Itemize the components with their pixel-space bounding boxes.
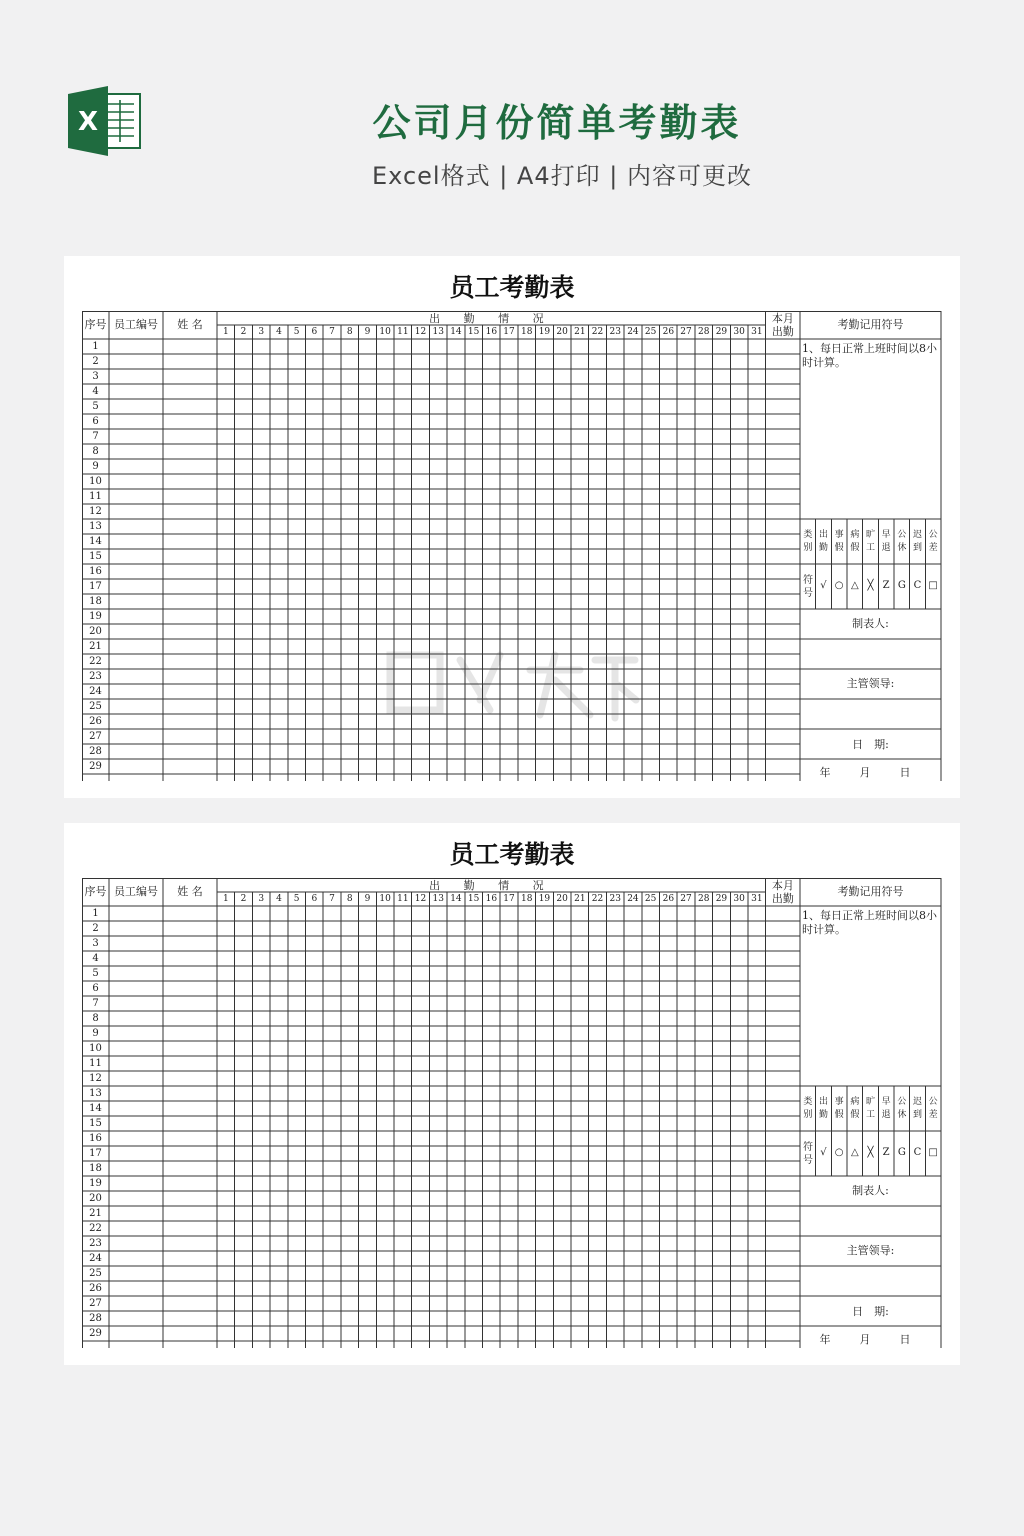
row-number: 10	[89, 1043, 102, 1054]
row-number: 3	[92, 371, 99, 382]
day-number: 8	[346, 327, 353, 337]
day-number: 23	[609, 894, 621, 904]
row-number: 29	[89, 1328, 102, 1339]
day-number: 15	[467, 894, 480, 904]
column-header-seq: 序号	[84, 885, 107, 898]
day-number: 11	[397, 894, 409, 904]
column-header-attendance: 出 勤 情 况	[429, 312, 554, 325]
day-number: 7	[329, 894, 335, 904]
row-number: 15	[89, 551, 102, 562]
legend-note-2: 时计算。	[802, 356, 846, 369]
date-part: 年	[819, 766, 831, 779]
row-number: 28	[89, 1313, 102, 1324]
row-number: 5	[92, 968, 99, 979]
supervisor-label: 主管领导:	[846, 677, 895, 690]
column-header-month-total-2: 出勤	[771, 892, 794, 905]
legend-category: 出勤	[818, 530, 828, 553]
day-number: 10	[379, 327, 391, 337]
legend-symbol: □	[928, 580, 938, 591]
day-number: 1	[222, 327, 229, 337]
row-number: 15	[89, 1118, 102, 1129]
legend-category: 公休	[897, 1097, 907, 1120]
legend-symbol: □	[928, 1147, 938, 1158]
day-number: 26	[662, 327, 675, 337]
day-number: 24	[627, 327, 639, 337]
day-number: 6	[311, 894, 318, 904]
row-number: 14	[89, 1103, 102, 1114]
row-number: 20	[89, 1193, 102, 1204]
day-number: 2	[240, 327, 247, 337]
legend-category: 公差	[928, 1097, 938, 1120]
day-number: 7	[329, 327, 335, 337]
row-number: 27	[89, 1298, 102, 1309]
svg-text:X: X	[77, 107, 99, 137]
row-number: 11	[89, 491, 102, 502]
day-number: 14	[450, 327, 462, 337]
row-number: 22	[89, 1223, 102, 1234]
day-number: 17	[503, 894, 515, 904]
legend-category: 病假	[850, 1097, 860, 1120]
row-number: 29	[89, 761, 102, 772]
date-part: 年	[819, 1333, 831, 1346]
row-number: 13	[89, 521, 102, 532]
legend-symbol: 符号	[803, 1142, 813, 1166]
page-subtitle: Excel格式 | A4打印 | 内容可更改	[372, 162, 752, 190]
day-number: 16	[485, 327, 498, 337]
legend-category: 类别	[803, 1097, 813, 1120]
row-number: 21	[89, 641, 102, 652]
day-number: 19	[538, 327, 551, 337]
column-header-seq: 序号	[84, 318, 107, 331]
day-number: 29	[715, 327, 728, 337]
attendance-sheet-preview	[64, 823, 960, 1365]
row-number: 2	[92, 356, 99, 367]
day-number: 1	[222, 894, 229, 904]
row-number: 1	[92, 341, 99, 352]
attendance-sheet-preview	[64, 256, 960, 798]
day-number: 23	[609, 327, 621, 337]
day-number: 13	[432, 327, 444, 337]
legend-title: 考勤记用符号	[837, 318, 904, 331]
column-header-employee-no: 员工编号	[114, 318, 158, 331]
day-number: 30	[733, 327, 745, 337]
row-number: 26	[89, 716, 102, 727]
attendance-table	[82, 311, 942, 781]
day-number: 13	[432, 894, 444, 904]
row-number: 19	[89, 1178, 102, 1189]
row-number: 2	[92, 923, 99, 934]
day-number: 24	[627, 894, 639, 904]
legend-symbol: G	[897, 1147, 906, 1158]
legend-category: 公休	[897, 530, 907, 553]
date-part: 月	[859, 766, 871, 779]
column-header-name: 姓 名	[177, 318, 203, 331]
day-number: 9	[364, 327, 371, 337]
day-number: 10	[379, 894, 391, 904]
legend-title: 考勤记用符号	[837, 885, 904, 898]
row-number: 19	[89, 611, 102, 622]
legend-category: 出勤	[818, 1097, 828, 1120]
row-number: 24	[89, 686, 102, 697]
row-number: 12	[89, 1073, 102, 1084]
row-number: 10	[89, 476, 102, 487]
day-number: 29	[715, 894, 728, 904]
row-number: 4	[92, 953, 99, 964]
row-number: 28	[89, 746, 102, 757]
day-number: 3	[258, 894, 265, 904]
legend-category: 迟到	[912, 1097, 922, 1120]
column-header-name: 姓 名	[177, 885, 203, 898]
row-number: 3	[92, 938, 99, 949]
legend-note-2: 时计算。	[802, 923, 846, 936]
column-header-month-total: 本月	[771, 312, 794, 325]
legend-category: 早退	[881, 530, 891, 553]
row-number: 18	[89, 1163, 102, 1174]
row-number: 23	[89, 1238, 102, 1249]
day-number: 4	[276, 894, 282, 904]
legend-category: 事假	[834, 530, 844, 553]
day-number: 25	[644, 327, 657, 337]
legend-symbol: √	[820, 580, 827, 591]
column-header-employee-no: 员工编号	[114, 885, 158, 898]
row-number: 6	[92, 983, 99, 994]
row-number: 6	[92, 416, 99, 427]
day-number: 28	[698, 327, 710, 337]
day-number: 6	[311, 327, 318, 337]
row-number: 1	[92, 908, 99, 919]
row-number: 27	[89, 731, 102, 742]
row-number: 8	[92, 446, 99, 457]
day-number: 11	[397, 327, 409, 337]
day-number: 19	[538, 894, 551, 904]
row-number: 7	[92, 998, 99, 1009]
legend-note: 1、每日正常上班时间以8小	[802, 342, 937, 355]
preparer-label: 制表人:	[852, 1184, 889, 1197]
day-number: 9	[364, 894, 371, 904]
legend-symbol: ○	[834, 1147, 844, 1158]
day-number: 16	[485, 894, 498, 904]
row-number: 17	[89, 581, 102, 592]
day-number: 18	[521, 327, 533, 337]
day-number: 8	[346, 894, 353, 904]
legend-category: 事假	[834, 1097, 844, 1120]
day-number: 4	[276, 327, 282, 337]
row-number: 17	[89, 1148, 102, 1159]
legend-category: 早退	[881, 1097, 891, 1120]
day-number: 14	[450, 894, 462, 904]
sheet-title: 员工考勤表	[449, 840, 575, 869]
day-number: 31	[751, 327, 763, 337]
legend-category: 旷工	[865, 1097, 875, 1120]
legend-symbol: C	[913, 580, 922, 591]
day-number: 15	[467, 327, 480, 337]
legend-category: 迟到	[912, 530, 922, 553]
column-header-month-total: 本月	[771, 879, 794, 892]
date-label: 日 期:	[852, 1305, 889, 1318]
row-number: 4	[92, 386, 99, 397]
day-number: 5	[293, 327, 300, 337]
row-number: 22	[89, 656, 102, 667]
row-number: 9	[92, 1028, 99, 1039]
row-number: 23	[89, 671, 102, 682]
column-header-attendance: 出 勤 情 况	[429, 879, 554, 892]
row-number: 7	[92, 431, 99, 442]
day-number: 26	[662, 894, 675, 904]
legend-category: 公差	[928, 530, 938, 553]
day-number: 3	[258, 327, 265, 337]
day-number: 30	[733, 894, 745, 904]
legend-symbol: ○	[834, 580, 844, 591]
legend-symbol: √	[820, 1147, 827, 1158]
day-number: 20	[556, 894, 568, 904]
day-number: 12	[414, 894, 427, 904]
date-part: 日	[899, 1333, 911, 1346]
day-number: 2	[240, 894, 247, 904]
day-number: 27	[680, 327, 692, 337]
legend-note: 1、每日正常上班时间以8小	[802, 909, 937, 922]
row-number: 11	[89, 1058, 102, 1069]
row-number: 24	[89, 1253, 102, 1264]
day-number: 20	[556, 327, 568, 337]
legend-symbol: ╳	[867, 580, 874, 591]
day-number: 12	[414, 327, 427, 337]
legend-symbol: ╳	[867, 1147, 874, 1158]
supervisor-label: 主管领导:	[846, 1244, 895, 1257]
legend-category: 病假	[850, 530, 860, 553]
legend-symbol: C	[913, 1147, 922, 1158]
attendance-table	[82, 878, 942, 1348]
row-number: 26	[89, 1283, 102, 1294]
day-number: 25	[644, 894, 657, 904]
row-number: 18	[89, 596, 102, 607]
row-number: 25	[89, 701, 102, 712]
row-number: 8	[92, 1013, 99, 1024]
day-number: 31	[751, 894, 763, 904]
day-number: 18	[521, 894, 533, 904]
preparer-label: 制表人:	[852, 617, 889, 630]
row-number: 12	[89, 506, 102, 517]
day-number: 21	[574, 894, 586, 904]
row-number: 16	[89, 566, 102, 577]
legend-category: 类别	[803, 530, 813, 553]
row-number: 5	[92, 401, 99, 412]
date-part: 月	[859, 1333, 871, 1346]
day-number: 22	[591, 327, 604, 337]
legend-symbol: Z	[882, 580, 890, 591]
row-number: 20	[89, 626, 102, 637]
legend-symbol: △	[850, 580, 859, 591]
row-number: 14	[89, 536, 102, 547]
day-number: 21	[574, 327, 586, 337]
date-part: 日	[899, 766, 911, 779]
row-number: 13	[89, 1088, 102, 1099]
row-number: 9	[92, 461, 99, 472]
day-number: 27	[680, 894, 692, 904]
legend-symbol: Z	[882, 1147, 890, 1158]
row-number: 16	[89, 1133, 102, 1144]
day-number: 17	[503, 327, 515, 337]
legend-category: 旷工	[865, 530, 875, 553]
day-number: 28	[698, 894, 710, 904]
row-number: 25	[89, 1268, 102, 1279]
column-header-month-total-2: 出勤	[771, 325, 794, 338]
sheet-title: 员工考勤表	[449, 273, 575, 302]
day-number: 22	[591, 894, 604, 904]
day-number: 5	[293, 894, 300, 904]
legend-symbol: △	[850, 1147, 859, 1158]
row-number: 21	[89, 1208, 102, 1219]
date-label: 日 期:	[852, 738, 889, 751]
page-title: 公司月份简单考勤表	[372, 101, 742, 145]
legend-symbol: G	[897, 580, 906, 591]
legend-symbol: 符号	[803, 575, 813, 599]
